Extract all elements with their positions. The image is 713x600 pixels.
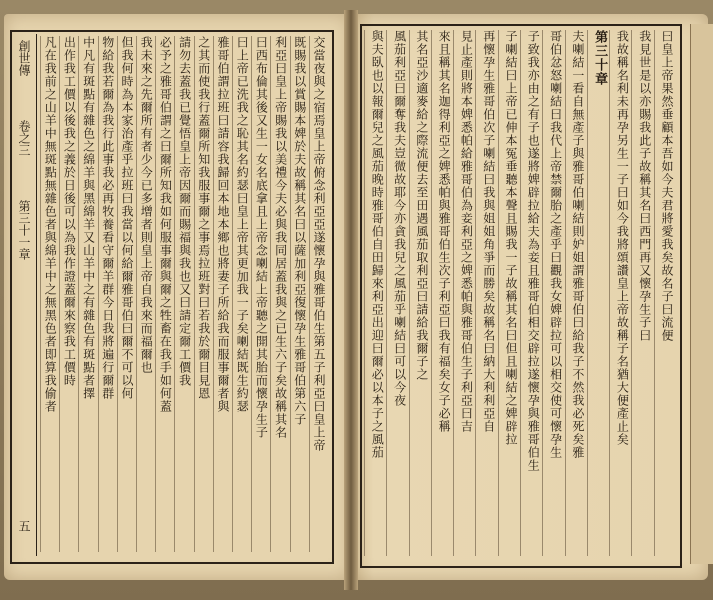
right-text-column: 見止產則將本婢悉帕給雅哥伯為妾利亞之婢悉帕與雅哥伯生子利亞曰吉 bbox=[459, 30, 474, 433]
column-rule bbox=[386, 30, 387, 556]
right-text-column: 曰皇上帝果然垂顧本吾如今夫君將愛我矣故名子曰流便 bbox=[659, 30, 674, 342]
column-rule bbox=[213, 36, 214, 552]
column-rule bbox=[270, 36, 271, 552]
left-text-column: 我未來之先爾所有者少今已多增者則皇上帝自我來而福爾也 bbox=[139, 36, 154, 374]
left-text-column: 物給我若爾為我行此事我必再牧養看守爾羊群今日我將遍行爾群 bbox=[100, 36, 115, 400]
column-rule bbox=[364, 30, 365, 556]
spine-page-number: 五 bbox=[17, 520, 31, 532]
right-text-column: 與夫臥也以報爾兒之風茄晚時雅哥伯自田歸來利亞出迎曰爾必以本子之風茄 bbox=[370, 30, 385, 459]
column-rule bbox=[232, 36, 233, 552]
column-rule bbox=[453, 30, 454, 556]
column-rule bbox=[59, 36, 60, 552]
left-text-column: 既賜我以賞賜本婢於夫故稱其名曰以薩加利亞復懷孕生雅哥伯第六子 bbox=[292, 36, 307, 426]
column-rule bbox=[309, 36, 310, 552]
column-rule bbox=[520, 30, 521, 556]
spine-chapter: 第三十一章 bbox=[17, 200, 31, 260]
right-text-column: 我故稱名利未再孕另生一子曰如今我將頌讚皇上帝故稱子名猶大便產止矣 bbox=[615, 30, 630, 446]
book-gutter bbox=[344, 10, 358, 590]
column-rule bbox=[117, 36, 118, 552]
column-rule bbox=[98, 36, 99, 552]
right-text-column: 來且稱其名迦得利亞之婢悉帕與雅哥伯生次子利亞曰我有福矣女子必稱 bbox=[437, 30, 452, 433]
right-text-column: 第三十章 bbox=[592, 30, 608, 86]
left-text-column: 但我何時為本家治產乎拉班曰我當以何給爾雅哥伯曰爾不可以何 bbox=[119, 36, 134, 400]
column-rule bbox=[542, 30, 543, 556]
column-rule bbox=[409, 30, 410, 556]
left-text-column: 請勿去蓋我已覺悟皇上帝因爾而賜福與我也又曰請定爾工價我 bbox=[177, 36, 192, 387]
column-rule bbox=[654, 30, 655, 556]
right-text-column: 子致我亦由之有子也遂將婢辟拉給夫為妾且雅哥伯相交辟拉遂懷孕與雅哥伯生 bbox=[526, 30, 541, 472]
column-rule bbox=[136, 36, 137, 552]
left-text-column: 之其而使我行蓋爾所知我服事爾之事焉拉班對曰若我於爾目見恩 bbox=[196, 36, 211, 400]
left-text-column: 出作我工價以後我之義於日後可以為我作證蓋爾來察我工價時 bbox=[62, 36, 77, 387]
right-text-column: 風茄利亞曰爾奪我夫豈微故耶今亦貪我兒之風茄乎喇結曰可以今夜 bbox=[392, 30, 407, 407]
column-rule bbox=[631, 30, 632, 556]
spine-margin bbox=[12, 34, 37, 556]
right-text-column: 子喇結曰上帝已伸本冤垂聽本聲且賜我一子故稱其名曰但且喇結之婢辟拉 bbox=[503, 30, 518, 446]
left-text-column: 中凡有斑點有雜色之綿羊與黑綿羊又山羊中之有雜色有斑點者擇 bbox=[81, 36, 96, 400]
column-rule bbox=[40, 36, 41, 552]
column-rule bbox=[290, 36, 291, 552]
column-rule bbox=[475, 30, 476, 556]
left-text-column: 曰西布倫其後又生一女名底拿且上帝念喇結上帝聽之開其胎而懷孕生子 bbox=[254, 36, 269, 439]
page-edge-tab bbox=[690, 24, 713, 564]
left-text-column: 交當夜與之宿焉皇上帝俯念利亞亞遂懷孕與雅哥伯生第五子利亞曰皇上帝 bbox=[311, 36, 326, 452]
left-text-column: 雅哥伯謂拉班曰請容我歸回本地本鄉也將妻子所給我而服事爾者與 bbox=[215, 36, 230, 413]
right-text-column: 我見世是以亦賜我此子故稱其名曰西門再又懷孕生子曰 bbox=[637, 30, 652, 342]
column-rule bbox=[431, 30, 432, 556]
column-rule bbox=[609, 30, 610, 556]
left-text-column: 凡在我前之山羊中無斑點無雜色者與綿羊中之無黑色者即算我偷者 bbox=[43, 36, 58, 413]
right-text-column: 夫喇結一看自無產子與雅哥伯喇結則妒姐謂雅哥伯曰給我子不然我必死矣雅 bbox=[570, 30, 585, 459]
right-text-column: 其名亞沙適麥給之際流便去至田遇風茄取利亞曰請給我爾子之 bbox=[414, 30, 429, 381]
column-rule bbox=[194, 36, 195, 552]
right-text-column: 哥伯忿怒喇結曰我代上帝禁爾胎之產乎曰觀我女婢辟拉可以相交使可懷孕生 bbox=[548, 30, 563, 459]
left-text-column: 曰上帝已洗我之恥其名約瑟曰皇上帝其更加我一子矣喇結既生約瑟 bbox=[235, 36, 250, 413]
right-text-column: 再懷孕生雅哥伯次子喇結曰我與姐姐角爭而勝矣故稱名曰納大利利亞自 bbox=[481, 30, 496, 433]
column-rule bbox=[565, 30, 566, 556]
column-rule bbox=[174, 36, 175, 552]
column-rule bbox=[78, 36, 79, 552]
left-text-column: 利亞曰皇上帝賜我以美禮今夫必與我同居蓋我與之已生六子矣故稱其名 bbox=[273, 36, 288, 439]
spine-title: 創世傳 bbox=[17, 40, 31, 76]
left-text-column: 必予之雅哥伯謂之曰爾所知我如何服事爾與爾之牲畜在我手如何蓋 bbox=[158, 36, 173, 413]
spine-volume: 卷之三 bbox=[17, 120, 31, 156]
column-rule bbox=[587, 30, 588, 556]
column-rule bbox=[498, 30, 499, 556]
column-rule bbox=[155, 36, 156, 552]
column-rule bbox=[251, 36, 252, 552]
